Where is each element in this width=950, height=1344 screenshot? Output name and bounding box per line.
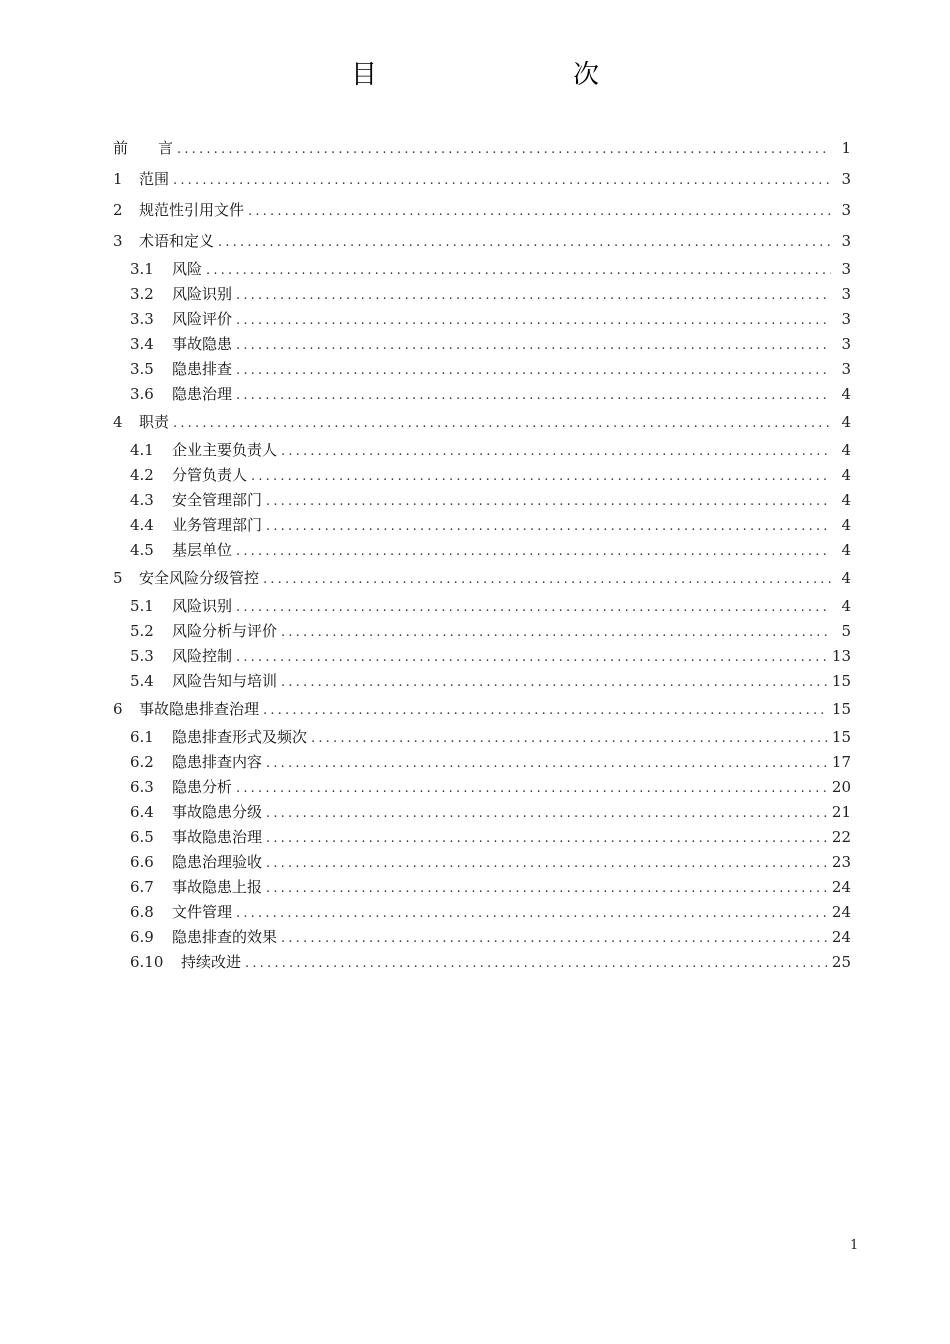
toc-entry-page: 1	[841, 139, 851, 157]
toc-entry-label: 事故隐患排查治理	[139, 700, 260, 718]
toc-entry[interactable]	[113, 133, 851, 164]
toc-entry-number: 3.3	[130, 310, 154, 328]
toc-entry-page: 23	[831, 853, 851, 871]
toc-entry[interactable]	[113, 164, 851, 195]
toc-entry-page: 4	[841, 441, 851, 459]
toc-entry-label: 职责	[139, 413, 170, 431]
toc-entry-label: 持续改进	[181, 953, 242, 971]
toc-entry-page: 3	[841, 310, 851, 328]
toc-entry-label: 前 言	[113, 139, 174, 157]
toc-entry-label: 事故隐患	[172, 335, 233, 353]
dot-leader	[266, 751, 828, 776]
toc-entry-label: 规范性引用文件	[139, 201, 245, 219]
toc-entry-label: 隐患治理验收	[172, 853, 263, 871]
toc-entry[interactable]	[113, 257, 851, 282]
toc-entry-page: 3	[841, 232, 851, 250]
toc-entry[interactable]	[113, 775, 851, 800]
toc-entry-page: 4	[841, 491, 851, 509]
toc-entry-page: 4	[841, 597, 851, 615]
toc-entry-page: 24	[831, 928, 851, 946]
toc-entry-label: 隐患治理	[172, 385, 233, 403]
toc-entry-number: 3.6	[130, 385, 154, 403]
toc-entry-label: 风险控制	[172, 647, 233, 665]
toc-entry-number: 6.9	[130, 928, 154, 946]
toc-entry-number: 3.2	[130, 285, 154, 303]
toc-entry-page: 3	[841, 260, 851, 278]
toc-entry[interactable]	[113, 644, 851, 669]
dot-leader	[248, 196, 831, 227]
toc-entry-label: 分管负责人	[172, 466, 248, 484]
toc-entry-number: 3	[113, 232, 123, 250]
dot-leader	[266, 514, 831, 539]
toc-entry-label: 风险识别	[172, 285, 233, 303]
toc-entry-number: 5.2	[130, 622, 154, 640]
toc-entry-number: 5.1	[130, 597, 154, 615]
dot-leader	[245, 951, 828, 976]
toc-entry-label: 事故隐患治理	[172, 828, 263, 846]
toc-entry[interactable]	[113, 488, 851, 513]
toc-entry-number: 6.6	[130, 853, 154, 871]
dot-leader	[236, 901, 828, 926]
toc-entry-number: 4.3	[130, 491, 154, 509]
toc-entry[interactable]	[113, 725, 851, 750]
toc-entry-label: 企业主要负责人	[172, 441, 278, 459]
toc-entry-page: 24	[831, 878, 851, 896]
dot-leader	[236, 776, 828, 801]
toc-entry[interactable]	[113, 538, 851, 563]
toc-entry-number: 5	[113, 569, 123, 587]
toc-entry[interactable]	[113, 850, 851, 875]
toc-entry[interactable]	[113, 357, 851, 382]
dot-leader	[281, 439, 831, 464]
toc-entry-label: 隐患分析	[172, 778, 233, 796]
toc-entry-number: 6.1	[130, 728, 154, 746]
toc-entry-page: 3	[841, 335, 851, 353]
toc-entry-label: 文件管理	[172, 903, 233, 921]
toc-entry-page: 22	[831, 828, 851, 846]
toc-entry-page: 4	[841, 466, 851, 484]
toc-entry-number: 4.4	[130, 516, 154, 534]
toc-entry[interactable]	[113, 594, 851, 619]
toc-entry-label: 安全管理部门	[172, 491, 263, 509]
toc-entry[interactable]	[113, 694, 851, 725]
dot-leader	[266, 801, 828, 826]
dot-leader	[173, 408, 831, 439]
toc-entry-number: 6.10	[130, 953, 164, 971]
toc-entry-label: 风险	[172, 260, 203, 278]
dot-leader	[236, 333, 831, 358]
table-of-contents	[113, 133, 851, 975]
dot-leader	[281, 926, 828, 951]
toc-entry-page: 5	[841, 622, 851, 640]
toc-entry-number: 4.5	[130, 541, 154, 559]
toc-entry-page: 3	[841, 360, 851, 378]
toc-entry-page: 15	[831, 700, 851, 718]
toc-entry-page: 17	[831, 753, 851, 771]
toc-entry-label: 隐患排查内容	[172, 753, 263, 771]
toc-entry-page: 4	[841, 516, 851, 534]
toc-entry-number: 6.3	[130, 778, 154, 796]
toc-entry-label: 风险识别	[172, 597, 233, 615]
dot-leader	[266, 826, 828, 851]
toc-entry[interactable]	[113, 463, 851, 488]
toc-entry-label: 术语和定义	[139, 232, 215, 250]
toc-entry[interactable]	[113, 825, 851, 850]
toc-entry-number: 4.2	[130, 466, 154, 484]
toc-entry[interactable]	[113, 226, 851, 257]
dot-leader	[218, 227, 831, 258]
dot-leader	[236, 539, 831, 564]
dot-leader	[263, 564, 831, 595]
toc-entry-label: 隐患排查形式及频次	[172, 728, 308, 746]
toc-entry-label: 事故隐患分级	[172, 803, 263, 821]
dot-leader	[266, 489, 831, 514]
toc-entry-number: 4	[113, 413, 123, 431]
dot-leader	[236, 308, 831, 333]
dot-leader	[263, 695, 828, 726]
toc-entry-page: 3	[841, 170, 851, 188]
toc-entry-page: 4	[841, 413, 851, 431]
toc-entry-page: 25	[831, 953, 851, 971]
page-title: 目 次	[350, 60, 647, 90]
toc-entry[interactable]	[113, 282, 851, 307]
dot-leader	[281, 620, 831, 645]
toc-entry-page: 3	[841, 201, 851, 219]
toc-entry-label: 风险分析与评价	[172, 622, 278, 640]
dot-leader	[236, 645, 828, 670]
dot-leader	[266, 876, 828, 901]
toc-entry-label: 风险评价	[172, 310, 233, 328]
dot-leader	[236, 358, 831, 383]
toc-entry[interactable]	[113, 332, 851, 357]
toc-entry-label: 事故隐患上报	[172, 878, 263, 896]
toc-entry-number: 1	[113, 170, 123, 188]
toc-entry-page: 24	[831, 903, 851, 921]
toc-entry-number: 2	[113, 201, 123, 219]
toc-entry-label: 风险告知与培训	[172, 672, 278, 690]
toc-entry[interactable]	[113, 619, 851, 644]
toc-entry-number: 3.5	[130, 360, 154, 378]
toc-entry[interactable]	[113, 513, 851, 538]
toc-entry-number: 6	[113, 700, 123, 718]
toc-entry[interactable]	[113, 195, 851, 226]
dot-leader	[236, 383, 831, 408]
page-number: 1	[850, 1238, 859, 1253]
toc-entry-label: 隐患排查	[172, 360, 233, 378]
toc-entry-label: 业务管理部门	[172, 516, 263, 534]
toc-entry-number: 6.4	[130, 803, 154, 821]
toc-entry[interactable]	[113, 438, 851, 463]
toc-entry-page: 3	[841, 285, 851, 303]
toc-entry-number: 5.3	[130, 647, 154, 665]
toc-entry-page: 15	[831, 728, 851, 746]
toc-entry[interactable]	[113, 900, 851, 925]
toc-entry[interactable]	[113, 750, 851, 775]
toc-entry-page: 21	[831, 803, 851, 821]
toc-entry-page: 15	[831, 672, 851, 690]
toc-entry-label: 范围	[139, 170, 170, 188]
toc-entry-label: 安全风险分级管控	[139, 569, 260, 587]
toc-entry-number: 5.4	[130, 672, 154, 690]
toc-entry-number: 3.1	[130, 260, 154, 278]
dot-leader	[311, 726, 828, 751]
toc-entry-page: 4	[841, 385, 851, 403]
toc-entry-number: 6.8	[130, 903, 154, 921]
toc-entry[interactable]	[113, 669, 851, 694]
toc-entry-page: 4	[841, 541, 851, 559]
toc-entry[interactable]	[113, 407, 851, 438]
toc-entry[interactable]	[113, 925, 851, 950]
toc-entry-number: 4.1	[130, 441, 154, 459]
toc-entry-page: 13	[831, 647, 851, 665]
dot-leader	[177, 134, 831, 165]
toc-entry[interactable]	[113, 950, 851, 975]
toc-entry[interactable]	[113, 800, 851, 825]
toc-entry[interactable]	[113, 382, 851, 407]
toc-entry[interactable]	[113, 875, 851, 900]
toc-entry-number: 6.2	[130, 753, 154, 771]
dot-leader	[236, 595, 831, 620]
dot-leader	[281, 670, 828, 695]
toc-entry[interactable]	[113, 563, 851, 594]
dot-leader	[173, 165, 831, 196]
toc-entry-page: 4	[841, 569, 851, 587]
toc-entry-page: 20	[831, 778, 851, 796]
dot-leader	[206, 258, 831, 283]
toc-entry-label: 基层单位	[172, 541, 233, 559]
dot-leader	[266, 851, 828, 876]
toc-entry[interactable]	[113, 307, 851, 332]
toc-entry-number: 3.4	[130, 335, 154, 353]
dot-leader	[251, 464, 831, 489]
toc-entry-number: 6.7	[130, 878, 154, 896]
toc-entry-label: 隐患排查的效果	[172, 928, 278, 946]
toc-entry-number: 6.5	[130, 828, 154, 846]
dot-leader	[236, 283, 831, 308]
